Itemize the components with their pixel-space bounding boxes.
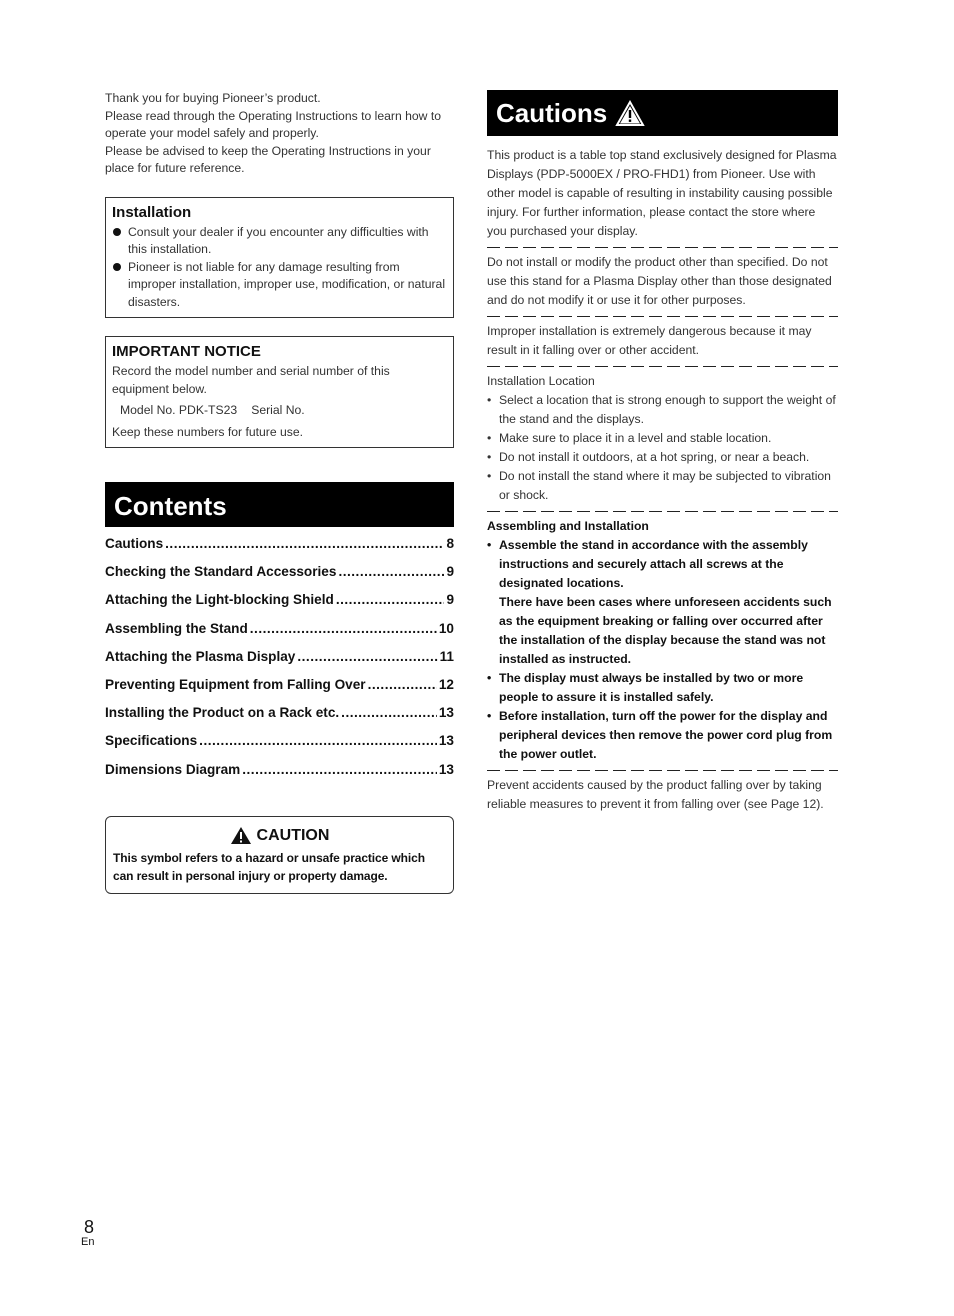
installation-box (105, 197, 454, 319)
toc-entry-attaching-display[interactable]: Attaching the Plasma Display ..... 11 (105, 649, 454, 677)
notice-footer: Keep these numbers for future use. (112, 424, 304, 439)
table-of-contents (105, 536, 454, 790)
installation-list (112, 224, 447, 312)
important-notice-box (105, 336, 454, 448)
intro-text (105, 90, 454, 178)
toc-entry-specifications[interactable]: Specifications ..... 13 (105, 733, 454, 761)
toc-entry-dimensions[interactable]: Dimensions Diagram ..... 13 (105, 762, 454, 790)
model-number: Model No. PDK-TS23 (120, 403, 238, 417)
notice-model-line (112, 402, 447, 420)
list-item: • Make sure to place it in a level and stable location. (487, 431, 772, 445)
installation-title: Installation (112, 203, 192, 221)
section-title: Installation Location (487, 374, 595, 388)
warning-triangle-icon (230, 826, 252, 845)
list-item: • Do not install it outdoors, at a hot spring, or near a beach. (487, 450, 810, 464)
intro-line: Please be advised to keep the Operating Instructions in your place for future reference. (105, 143, 431, 175)
toc-entry-assembling[interactable]: Assembling the Stand ..... 10 (105, 621, 454, 649)
bullet-icon (113, 263, 121, 271)
page-language: En (81, 1236, 95, 1248)
toc-entry-accessories[interactable]: Checking the Standard Accessories ..... 9 (105, 564, 454, 592)
caution-text: This symbol refers to a hazard or unsafe practice which can result in personal injury or property damage. (113, 850, 425, 883)
list-item: • Assemble the stand in accordance with the assembly instructions and securely attach all screws at the designated locations. There have been cases where unforeseen accidents such as the equipment breaking or falling over occurred after the installation of the display because the stand was not installed as instructed. (487, 538, 832, 666)
installation-location-section (487, 367, 838, 511)
caution-section: Do not install or modify the product other than specified. Do not use this stand for a Plasma Display other than those designated and do not modify it or use it for other purposes. (487, 255, 832, 307)
list-item: Pioneer is not liable for any damage resulting from improper installation, improper use, modification, or natural disasters. (112, 259, 447, 312)
list-item: • Before installation, turn off the power for the display and peripheral devices then remove the power cord plug from the power outlet. (487, 709, 833, 761)
list-item: • The display must always be installed by two or more people to assure it is installed safely. (487, 671, 804, 704)
serial-number: Serial No. (251, 403, 305, 417)
section-title: Assembling and Installation (487, 519, 649, 533)
toc-entry-cautions[interactable]: Cautions ..... 8 (105, 536, 454, 564)
list-item: • Select a location that is strong enough to support the weight of the stand and the displays. (487, 393, 836, 426)
caution-title: CAUTION (113, 825, 446, 847)
left-column (105, 90, 454, 894)
cautions-body (487, 136, 838, 820)
toc-entry-preventing[interactable]: Preventing Equipment from Falling Over ..... 12 (105, 677, 454, 705)
contents-heading: Contents (105, 482, 454, 527)
bullet-icon (113, 228, 121, 236)
assembling-section (487, 512, 838, 770)
caution-symbol-box (105, 816, 454, 894)
toc-entry-rack[interactable]: Installing the Product on a Rack etc. ..... 13 (105, 705, 454, 733)
notice-text: Record the model number and serial number of this equipment below. (112, 364, 390, 396)
toc-entry-shield[interactable]: Attaching the Light-blocking Shield ..... 9 (105, 592, 454, 620)
page-number: 8 (84, 1217, 95, 1237)
list-item: • Do not install the stand where it may be subjected to vibration or shock. (487, 469, 831, 502)
intro-line: Please read through the Operating Instructions to learn how to operate your model safely and properly. (105, 108, 442, 140)
cautions-heading (487, 90, 838, 136)
list-item: Consult your dealer if you encounter any difficulties with this installation. (112, 224, 447, 259)
caution-section: Improper installation is extremely dangerous because it may result in it falling over or other accident. (487, 324, 812, 357)
intro-line: Thank you for buying Pioneer’s product. (105, 91, 321, 105)
caution-section: This product is a table top stand exclusively designed for Plasma Displays (PDP-5000EX / PRO-FHD1) from Pioneer. Use with other model is capable of resulting in instability causing possible injury. For further information, please contact the store where you purchased your display. (487, 148, 837, 238)
warning-triangle-icon (615, 100, 645, 127)
cautions-title: Cautions (496, 98, 608, 128)
notice-title: IMPORTANT NOTICE (112, 343, 261, 360)
right-column (487, 90, 838, 820)
caution-section: Prevent accidents caused by the product falling over by taking reliable measures to prevent it from falling over (see Page 12). (487, 778, 824, 811)
